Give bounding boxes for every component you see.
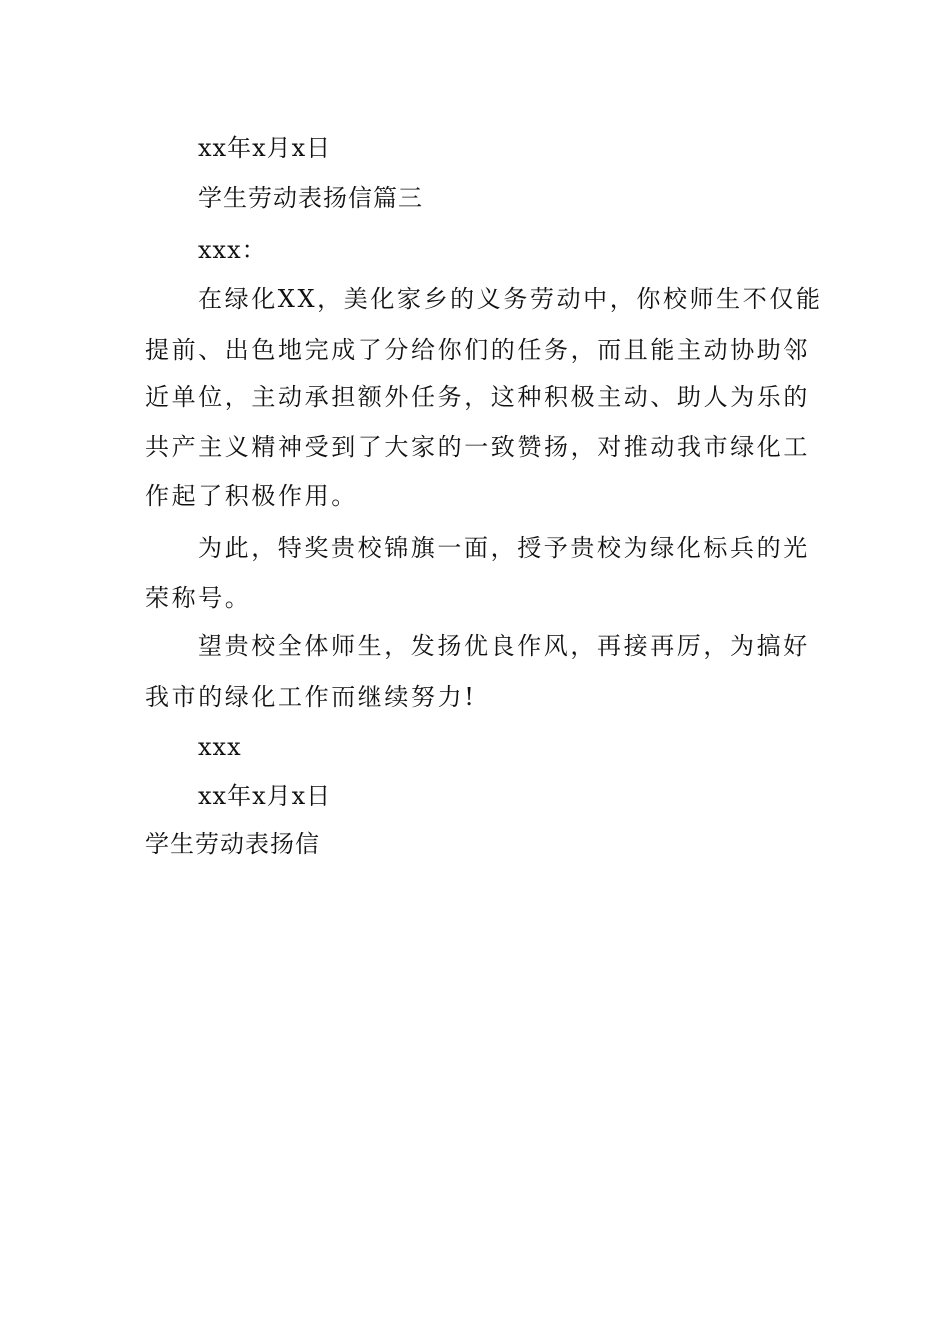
paragraph-2-line-2: 荣称号。 bbox=[145, 584, 252, 612]
paragraph-1-line-5: 作起了积极作用。 bbox=[145, 482, 358, 510]
footer-title: 学生劳动表扬信 bbox=[145, 830, 320, 858]
paragraph-3-line-1: 望贵校全体师生，发扬优良作风，再接再厉，为搞好 bbox=[198, 632, 810, 660]
paragraph-2-line-1: 为此，特奖贵校锦旗一面，授予贵校为绿化标兵的光 bbox=[198, 534, 810, 562]
paragraph-1-line-2: 提前、出色地完成了分给你们的任务，而且能主动协助邻 bbox=[145, 336, 810, 364]
paragraph-1-line-1: 在绿化XX，美化家乡的义务劳动中，你校师生不仅能 bbox=[198, 285, 823, 313]
paragraph-1-line-4: 共产主义精神受到了大家的一致赞扬，对推动我市绿化工 bbox=[145, 433, 810, 461]
signature: xxx bbox=[198, 733, 242, 761]
date-line-bottom: xx年x月x日 bbox=[198, 782, 332, 810]
salutation: xxx： bbox=[198, 236, 267, 264]
section-heading: 学生劳动表扬信篇三 bbox=[198, 184, 423, 212]
date-line-top: xx年x月x日 bbox=[198, 134, 332, 162]
paragraph-1-line-3: 近单位，主动承担额外任务，这种积极主动、助人为乐的 bbox=[145, 383, 810, 411]
paragraph-3-line-2: 我市的绿化工作而继续努力! bbox=[145, 683, 477, 711]
